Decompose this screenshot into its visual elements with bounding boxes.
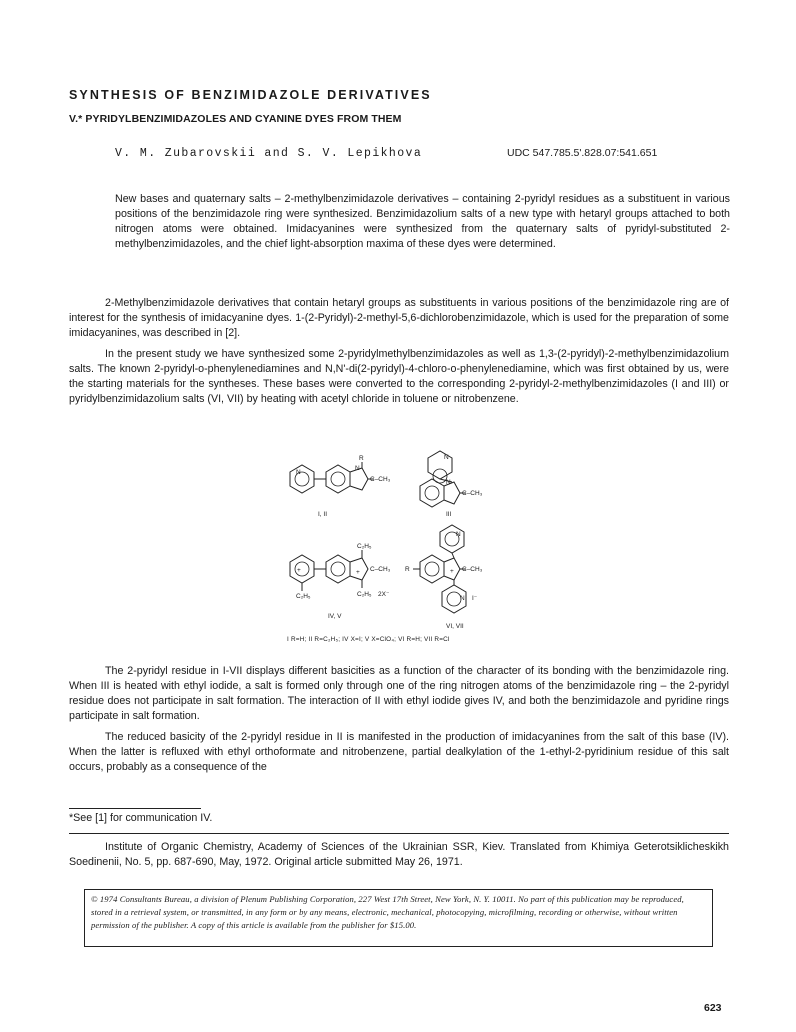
scheme-c2h5-top: C₂H₅ <box>357 543 372 550</box>
compound-label-iii: III <box>446 511 452 518</box>
body-section-basicity <box>69 664 729 775</box>
scheme-n-12: N <box>355 465 360 472</box>
scheme-c2h5-bottom: C₂H₅ <box>357 591 372 598</box>
scheme-plus-67: + <box>450 568 454 575</box>
abstract-text: New bases and quaternary salts – 2-methylbenzimidazole derivatives – containing 2-pyridyl residues as a substituent in various positions of the benzimidazole ring were synthesized. Benzimidazolium salts of a new type with hetaryl groups attached to both nitrogen atoms were obtained. Imidacyanines were synthesized from the quaternary salts of pyridyl-substituted 2-methylbenzimidazoles, and the chief light-absorption maxima of these dyes were determined. <box>115 193 730 250</box>
footnote: *See [1] for communication IV. <box>69 812 213 824</box>
udc-code: UDC 547.785.5'.828.07:541.651 <box>507 147 658 159</box>
affiliation: Institute of Organic Chemistry, Academy of Sciences of the Ukrainian SSR, Kiev. Translated from Khimiya Geterotsiklicheskikh Soedinenii, No. 5, pp. 687-690, May, 1972. Original article submitted May 26, 1971. <box>69 841 729 868</box>
paragraph-2: In the present study we have synthesized some 2-pyridylmethylbenzimidazoles as well as 1,3-(2-pyridyl)-2-methylbenzimidazolium salts. The known 2-pyridyl-o-phenylenediamines and N,N'-di(2-pyridyl)-4-chloro-o-phenylenediamine, which was first obtained by us, were the starting materials for the syntheses. These bases were converted to the corresponding 2-pyridyl-2-methylbenzimidazoles (I and III) or pyridylbenzimidazolium salts (VI, VII) by heating with acetyl chloride in toluene or nitrobenzene. <box>69 348 729 405</box>
scheme-c2h5-pyr: C₂H₅ <box>296 593 311 600</box>
scheme-ch3-3: C–CH₃ <box>462 490 483 497</box>
scheme-ch3-67: C–CH₃ <box>462 566 483 573</box>
scheme-n-pyr-12: N <box>296 469 301 476</box>
scheme-n-3: N <box>446 479 451 486</box>
benzene-ring-12 <box>326 465 350 493</box>
chemical-scheme <box>270 450 530 650</box>
scheme-r-67: R <box>405 566 410 573</box>
copyright-notice: © 1974 Consultants Bureau, a division of Plenum Publishing Corporation, 227 West 17th Street, New York, N. Y. 10011. No part of this publication may be reproduced, stored in a retrieval system, or transmitted, in any form or by any means, electronic, mechanical, photocopying, microfilming, recording or otherwise, without written permission of the publisher. A copy of this article is available from the publisher for $15.00. <box>84 889 713 947</box>
compound-label-iv-v: IV, V <box>328 613 342 620</box>
scheme-n-pyr-3: N <box>444 454 449 461</box>
pyridinium-ring-45 <box>290 555 314 583</box>
scheme-plus-imid: + <box>356 569 360 576</box>
article-subtitle: V.* PYRIDYLBENZIMIDAZOLES AND CYANINE DYES FROM THEM <box>69 113 402 125</box>
paragraph-1: 2-Methylbenzimidazole derivatives that contain hetaryl groups as substituents in various positions of the benzimidazole ring are of interest for the synthesis of imidacyanine dyes. 1-(2-Pyridyl)-2-methyl-5,6-dichlorobenzimidazole, which is used for the preparation of some imidacyanines, was described in [2]. <box>69 297 729 339</box>
benzene-ring-45 <box>326 555 350 583</box>
body-section-intro <box>69 296 729 407</box>
article-authors: V. M. Zubarovskii and S. V. Lepikhova <box>115 147 423 160</box>
pyridine-ring-12 <box>290 465 314 493</box>
abstract <box>115 192 730 252</box>
scheme-r-12: R <box>359 455 364 462</box>
page-number: 623 <box>704 1002 722 1014</box>
scheme-n-pyr-67b: N <box>460 595 465 602</box>
pyridine-ring-67-top <box>440 525 464 553</box>
scheme-n-pyr-67: N <box>456 531 461 538</box>
scheme-2x-anion: 2X⁻ <box>378 591 390 598</box>
paragraph-3: The 2-pyridyl residue in I-VII displays different basicities as a function of the character of its bonding with the benzimidazole ring. When III is heated with ethyl iodide, a salt is formed only through one of the ring nitrogen atoms of the benzimidazole ring – the 2-pyridyl residue does not participate in salt formation. The interaction of II with ethyl iodide gives IV, and both the benzimidazole and pyridine rings participate in salt formation. <box>69 665 729 722</box>
affiliation-divider <box>69 833 729 834</box>
article-title: SYNTHESIS OF BENZIMIDAZOLE DERIVATIVES <box>69 88 432 102</box>
compound-label-vi-vii: VI, VII <box>446 623 464 630</box>
scheme-ch3-45: C–CH₃ <box>370 566 391 573</box>
paragraph-4: The reduced basicity of the 2-pyridyl residue in II is manifested in the production of imidacyanines from the salt of this base (IV). When the latter is refluxed with ethyl orthoformate and nitrobenzene, partial dealkylation of the 1-ethyl-2-pyridinium residue of this salt occurs, probably as a consequence of the <box>69 731 729 773</box>
scheme-caption: I R=H; II R=C₂H₅; IV X=I; V X=ClO₄; VI R=H; VII R=Cl <box>287 636 450 643</box>
scheme-plus-pyr: + <box>297 567 301 574</box>
compound-label-i-ii: I, II <box>318 511 328 518</box>
scheme-iodide: I⁻ <box>472 595 478 602</box>
benzene-ring-67 <box>420 555 444 583</box>
scheme-ch3-12: C–CH₃ <box>370 476 391 483</box>
footnote-divider <box>69 808 201 809</box>
